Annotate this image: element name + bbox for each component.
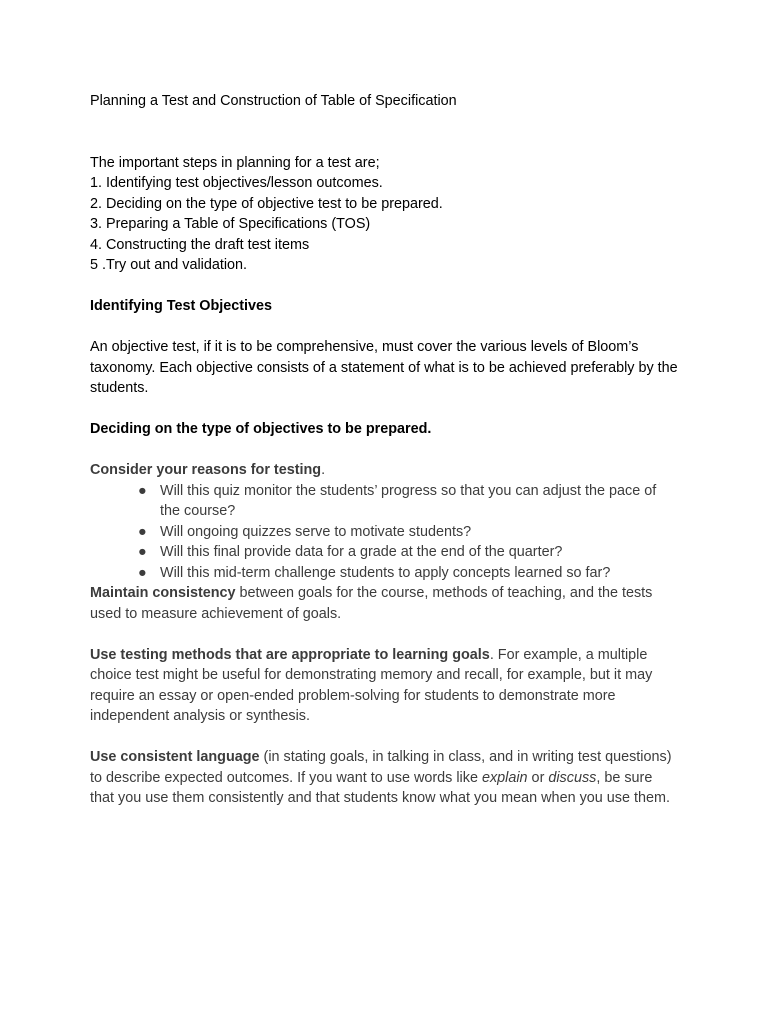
bullet-icon: ●: [138, 482, 147, 499]
step-item: 5 .Try out and validation.: [90, 257, 248, 273]
step-item: 2. Deciding on the type of objective test to be prepared.: [90, 195, 443, 212]
methods-paragraph: Use testing methods that are appropriate to learning goals. For example, a multiple choice test might be useful for demonstrating memory and recall, for example, but it may require an essay or open-ended problem-solving for students to demonstrate more independent analysis or synthesis.: [90, 646, 653, 724]
section-heading-identifying: Identifying Test Objectives: [90, 298, 273, 314]
list-item: ● Will this final provide data for a grade at the end of the quarter?: [138, 542, 680, 563]
step-item: 1. Identifying test objectives/lesson outcomes.: [90, 175, 383, 191]
section-heading-deciding: Deciding on the type of objectives to be prepared.: [90, 421, 432, 437]
identifying-paragraph: An objective test, if it is to be comprehensive, must cover the various levels of Bloom’s taxonomy. Each objective consists of a statement of what is to be achieved preferably by the students.: [90, 339, 678, 396]
bullet-icon: ●: [138, 564, 147, 581]
bullet-icon: ●: [138, 544, 147, 560]
document-title: Planning a Test and Construction of Table of Specification: [90, 93, 457, 109]
list-item: ● Will this mid-term challenge students to apply concepts learned so far?: [138, 563, 680, 584]
step-item: 4. Constructing the draft test items: [90, 236, 310, 253]
intro-text: The important steps in planning for a test are;: [90, 154, 380, 171]
reasons-heading: Consider your reasons for testing.: [90, 462, 326, 478]
step-item: 3. Preparing a Table of Specifications (TOS): [90, 216, 371, 232]
list-item: ● Will this quiz monitor the students’ progress so that you can adjust the pace of the course?: [138, 482, 657, 519]
language-paragraph: Use consistent language (in stating goals, in talking in class, and in writing test questions) to describe expected outcomes. If you want to use words like explain or discuss, be sure that you use them consistently and that students know what you mean when you use them.: [90, 749, 672, 806]
list-item: ● Will ongoing quizzes serve to motivate students?: [138, 522, 680, 543]
bullet-icon: ●: [138, 523, 147, 540]
consistency-paragraph: Maintain consistency between goals for the course, methods of teaching, and the tests used to measure achievement of goals.: [90, 585, 653, 622]
steps-list: [90, 173, 768, 276]
reasons-list: [90, 481, 680, 584]
